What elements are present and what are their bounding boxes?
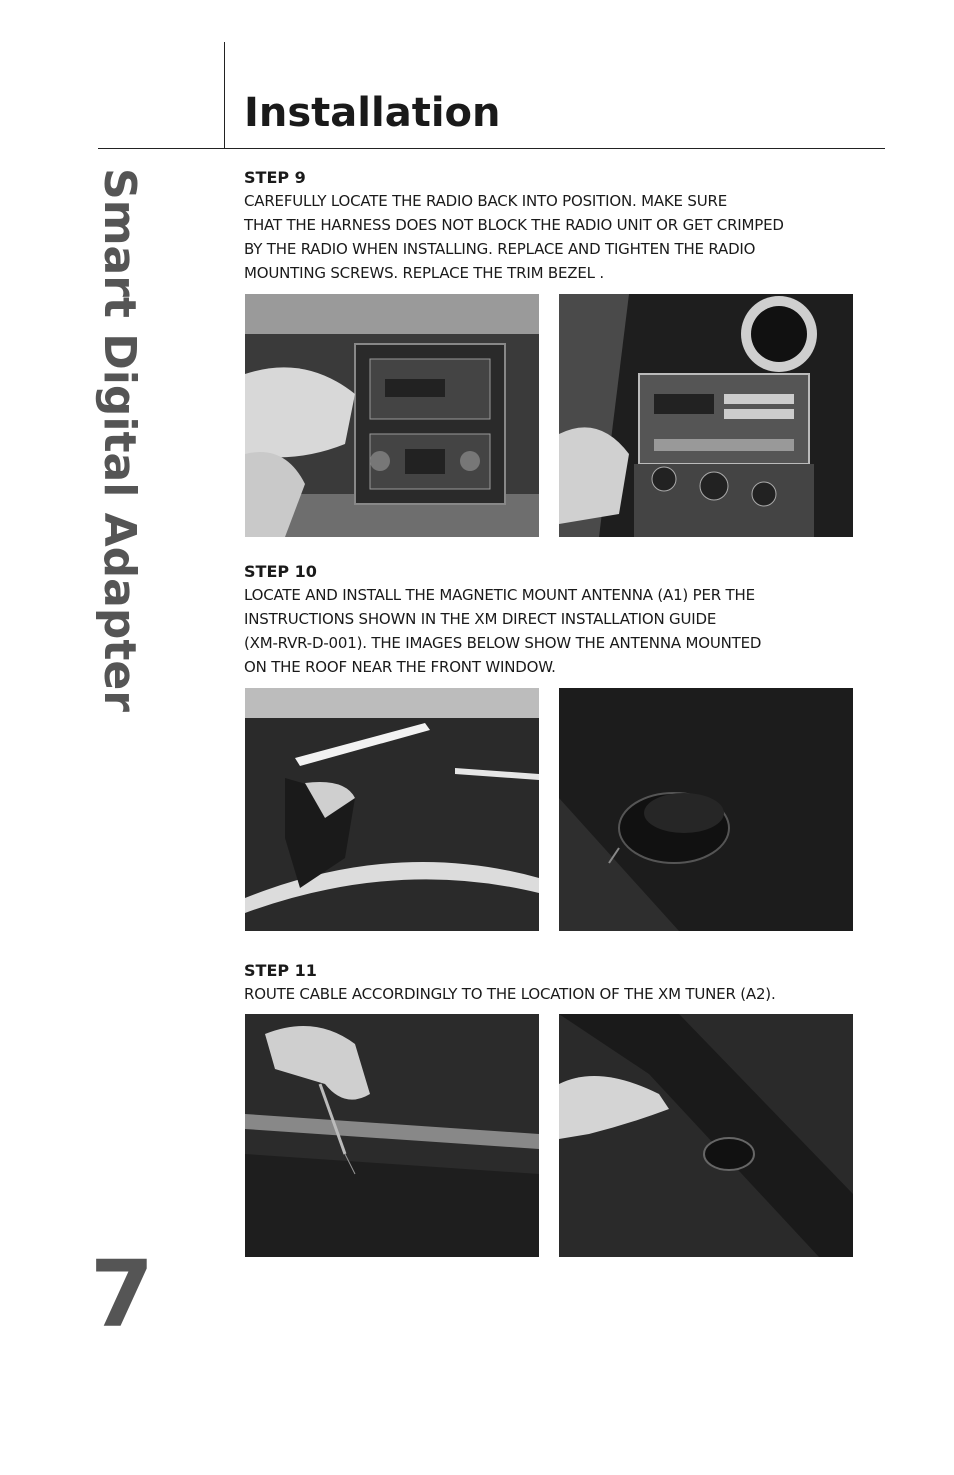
step-9-photo-radio-screws [245,294,539,537]
step-10-line-4: ON THE ROOF NEAR THE FRONT WINDOW. [244,658,556,676]
step-9-line-3: BY THE RADIO WHEN INSTALLING. REPLACE AND TIGHTEN THE RADIO [244,240,756,258]
step-9-line-4: MOUNTING SCREWS. REPLACE THE TRIM BEZEL . [244,264,604,282]
step-11-photo-cable-antenna [559,1014,853,1257]
step-11-line-1: ROUTE CABLE ACCORDINGLY TO THE LOCATION OF THE XM TUNER (A2). [244,985,776,1003]
step-9-line-1: CAREFULLY LOCATE THE RADIO BACK INTO POSITION. MAKE SURE [244,192,727,210]
side-product-title: Smart Digital Adapter [94,168,145,712]
header-vertical-rule [224,42,225,148]
step-9-line-2: THAT THE HARNESS DOES NOT BLOCK THE RADIO UNIT OR GET CRIMPED [244,216,784,234]
step-10-line-3: (XM-RVR-D-001). THE IMAGES BELOW SHOW THE ANTENNA MOUNTED [244,634,762,652]
page-number: 7 [90,1241,155,1348]
step-10-text [244,583,884,679]
step-10-line-2: INSTRUCTIONS SHOWN IN THE XM DIRECT INSTALLATION GUIDE [244,610,717,628]
step-9-text [244,189,884,285]
step-11-text [244,982,884,1006]
step-10-photo-antenna-roof [245,688,539,931]
header-horizontal-rule [98,148,885,149]
step-11-label: STEP 11 [244,961,317,980]
page-title: Installation [244,90,501,136]
step-9-label: STEP 9 [244,168,306,187]
step-9-photo-dash-installed [559,294,853,537]
step-10-label: STEP 10 [244,562,317,581]
step-10-photo-antenna-mounted [559,688,853,931]
step-10-line-1: LOCATE AND INSTALL THE MAGNETIC MOUNT ANTENNA (A1) PER THE [244,586,755,604]
step-11-photo-route-cable [245,1014,539,1257]
